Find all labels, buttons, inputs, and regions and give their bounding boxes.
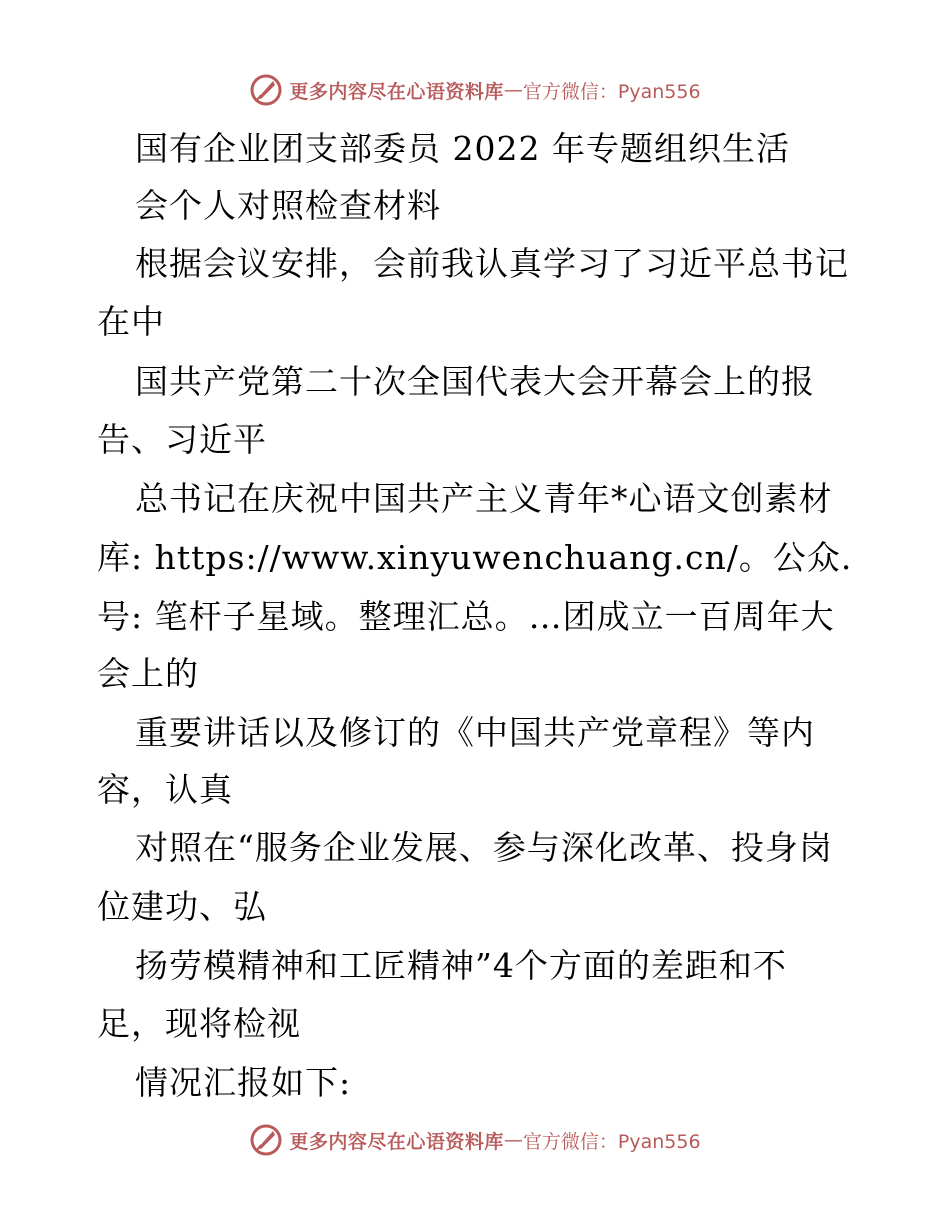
banner-contact: 官方微信：Pyan556 [522,1130,701,1153]
paragraph-line: 足，现将检视 [97,1004,301,1043]
paragraph-line: 库: https://www.xinyuwenchuang.cn/。公众. [97,538,853,577]
paragraph-line: 情况汇报如下: [135,1063,352,1102]
paragraph-line: 扬劳模精神和工匠精神”4个方面的差距和不 [135,946,787,985]
banner-separator: — [503,1129,523,1151]
paragraph-line: 总书记在庆祝中国共产主义青年*心语文创素材 [135,479,833,518]
feather-logo-icon [249,1123,283,1157]
paragraph-line: 在中 [97,302,165,341]
banner-brand: 更多内容尽在心语资料库 [289,1130,504,1153]
paragraph-line: 容，认真 [97,770,233,809]
footer-banner [0,1120,950,1160]
feather-logo-icon [249,73,283,107]
paragraph-line: 根据会议安排，会前我认真学习了习近平总书记 [135,244,849,283]
paragraph-line: 国共产党第二十次全国代表大会开幕会上的报 [135,362,815,401]
title-line-1: 国有企业团支部委员 2022 年专题组织生活 [135,129,790,168]
banner-separator: — [503,79,523,101]
paragraph-line: 位建功、弘 [97,887,267,926]
paragraph-line: 号: 笔杆子星域。整理汇总。…团成立一百周年大 [97,597,835,636]
paragraph-line: 对照在“服务企业发展、参与深化改革、投身岗 [135,828,833,867]
title-line-2: 会个人对照检查材料 [135,186,441,225]
paragraph-line: 告、习近平 [97,420,267,459]
banner-contact: 官方微信：Pyan556 [522,80,701,103]
banner-brand: 更多内容尽在心语资料库 [289,80,504,103]
paragraph-line: 重要讲话以及修订的《中国共产党章程》等内 [135,713,815,752]
header-banner [0,70,950,110]
paragraph-line: 会上的 [97,654,199,693]
